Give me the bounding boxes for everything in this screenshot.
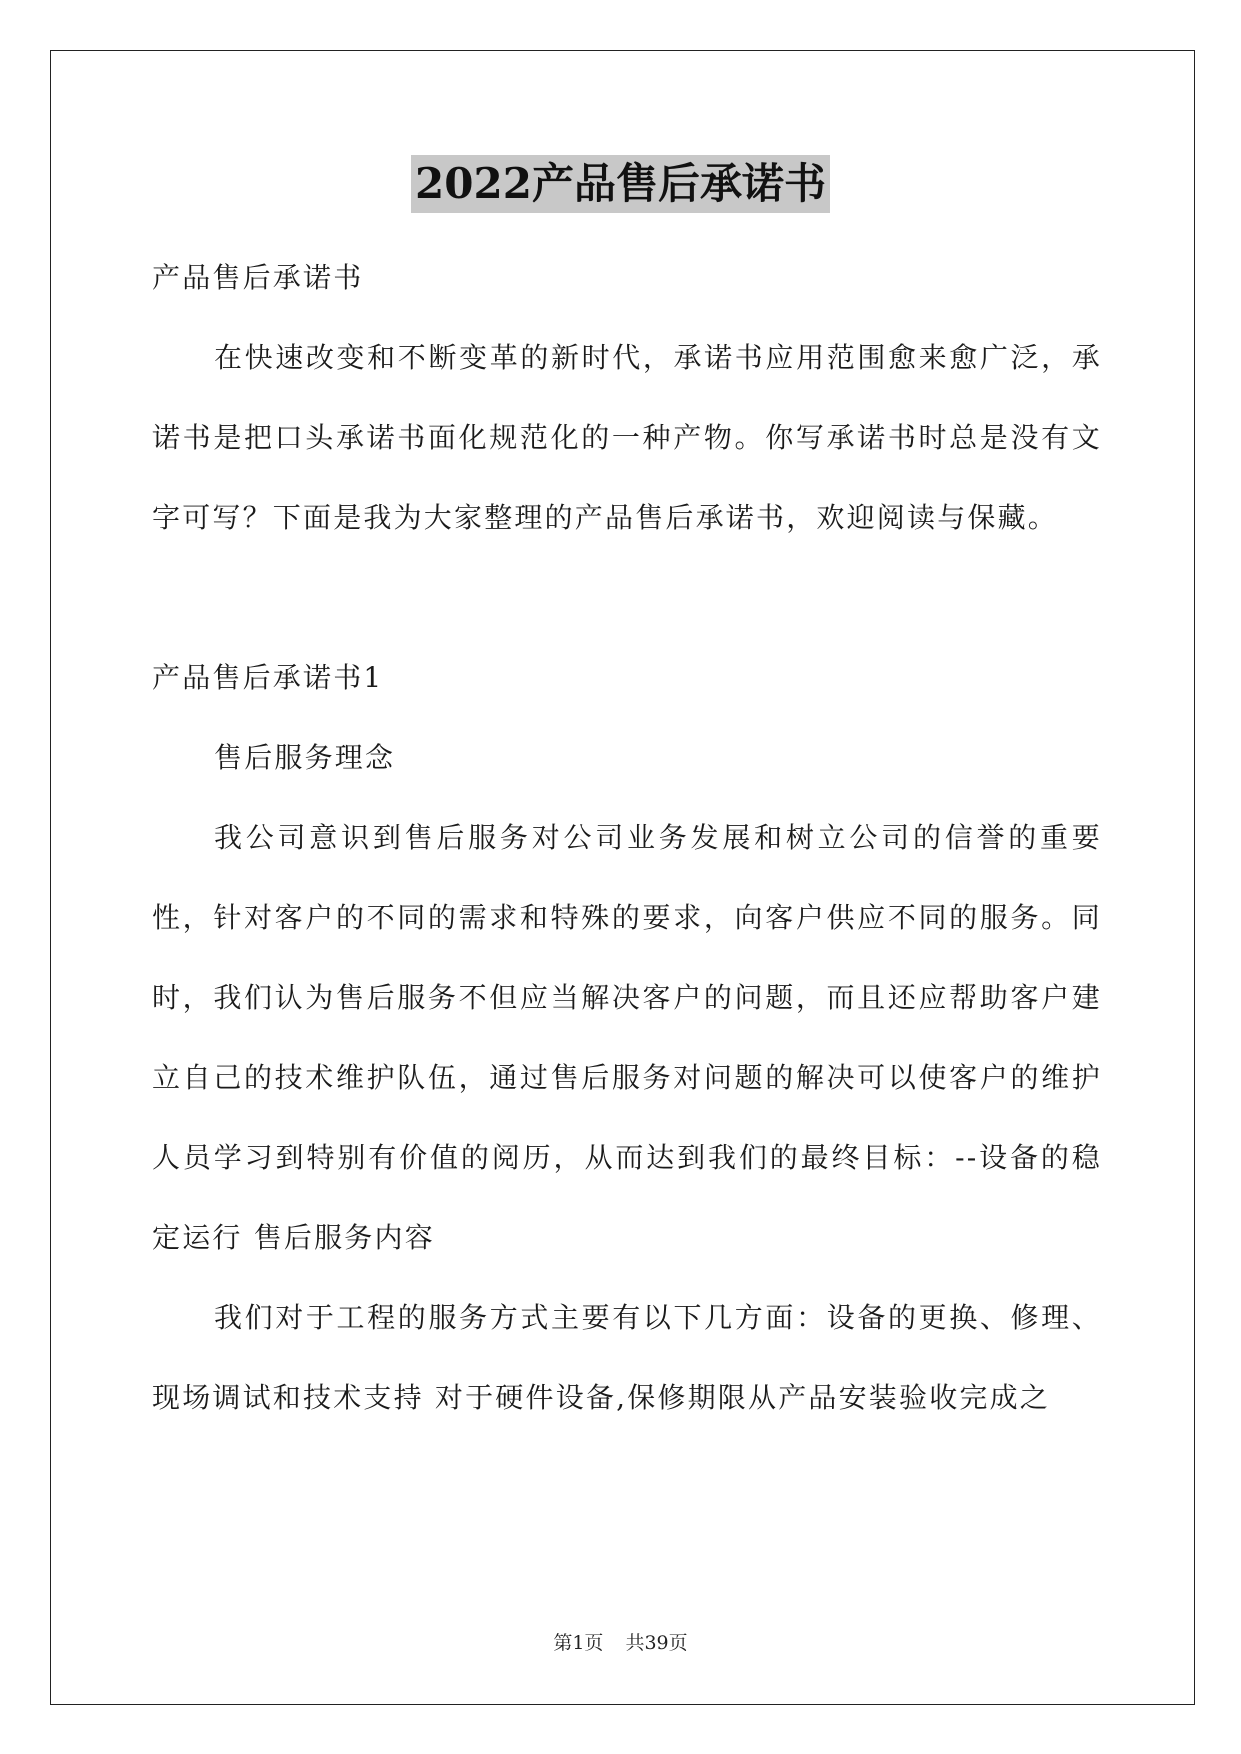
document-body bbox=[152, 238, 1102, 1438]
subsection-heading: 产品售后承诺书1 bbox=[152, 661, 384, 694]
service-concept-heading: 售后服务理念 bbox=[214, 741, 396, 774]
title-area bbox=[0, 155, 1241, 213]
page-total: 共39页 bbox=[625, 1632, 688, 1654]
body-paragraph: 我们对于工程的服务方式主要有以下几方面：设备的更换、修理、现场调试和技术支持 对于硬件设备,保修期限从产品安装验收完成之 bbox=[152, 1301, 1102, 1414]
section-heading: 产品售后承诺书 bbox=[152, 261, 364, 294]
body-paragraph: 我公司意识到售后服务对公司业务发展和树立公司的信誉的重要性，针对客户的不同的需求和特殊的要求，向客户供应不同的服务。同时，我们认为售后服务不但应当解决客户的问题，而且还应帮助客户建立自己的技术维护队伍，通过售后服务对问题的解决可以使客户的维护人员学习到特别有价值的阅历，从而达到我们的最终目标：--设备的稳定运行 售后服务内容 bbox=[152, 821, 1102, 1254]
page-footer bbox=[0, 1628, 1241, 1655]
intro-paragraph: 在快速改变和不断变革的新时代，承诺书应用范围愈来愈广泛，承诺书是把口头承诺书面化规范化的一种产物。你写承诺书时总是没有文字可写？下面是我为大家整理的产品售后承诺书，欢迎阅读与保藏。 bbox=[152, 341, 1102, 534]
document-title: 2022产品售后承诺书 bbox=[411, 155, 830, 213]
page-number: 第1页 bbox=[553, 1632, 604, 1654]
paragraph-spacer bbox=[152, 558, 1102, 638]
